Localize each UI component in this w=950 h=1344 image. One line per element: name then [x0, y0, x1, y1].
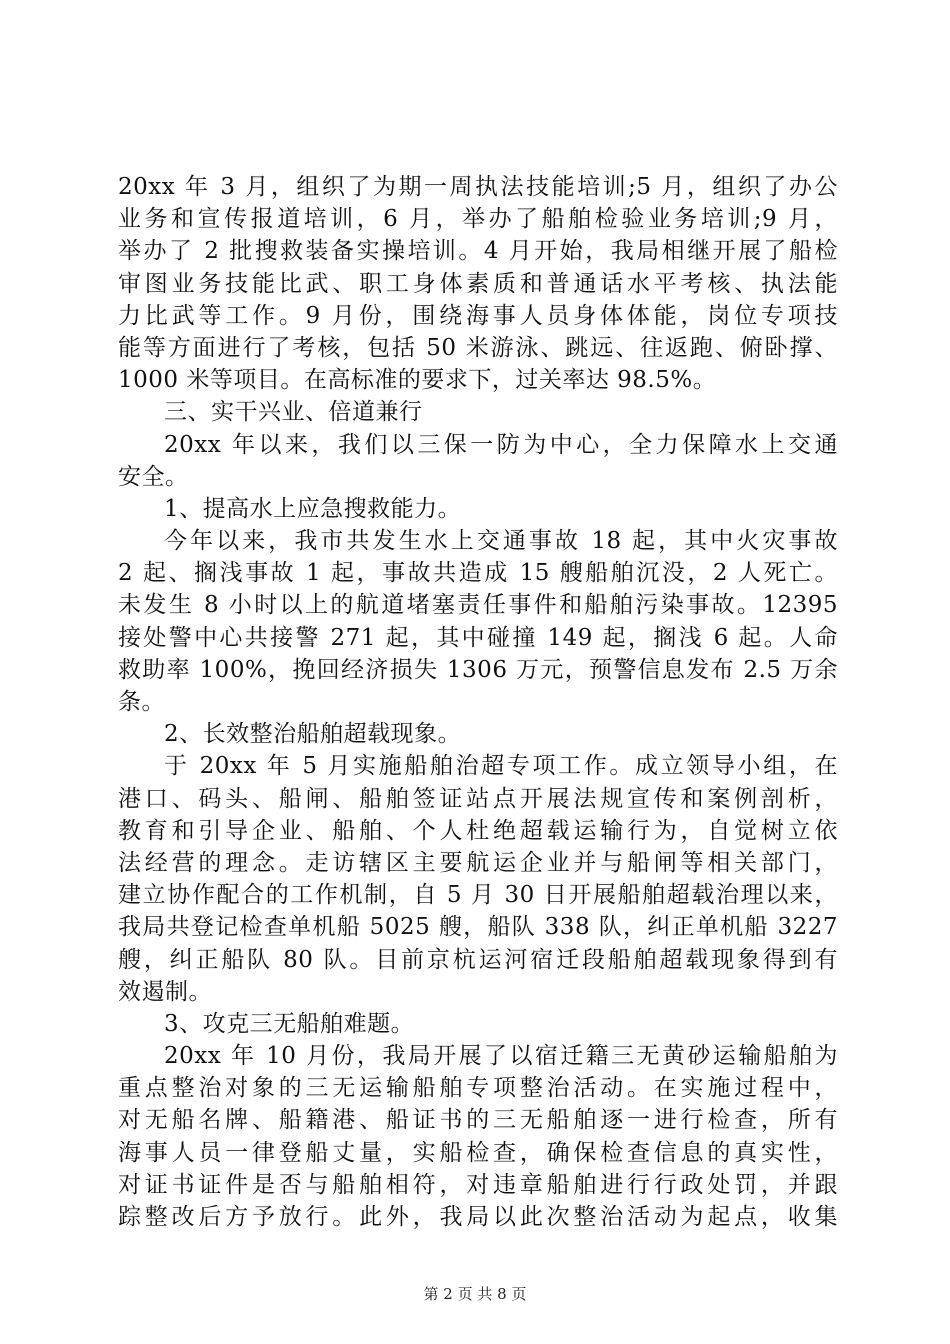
text-line: 海事人员一律登船丈量，实船检查，确保检查信息的真实性，: [118, 1139, 838, 1166]
text-line: 艘，纠正船队 80 队。目前京杭运河宿迁段船舶超载现象得到有: [118, 946, 838, 973]
text-line: 2 起、搁浅事故 1 起，事故共造成 15 艘船舶沉没，2 人死亡。: [118, 560, 838, 587]
text-line: 对证书证件是否与船舶相符，对违章船舶进行行政处罚，并跟: [118, 1171, 838, 1198]
text-line: 港口、码头、船闸、船舶签证站点开展法规宣传和案例剖析，: [118, 785, 838, 812]
page-footer: [0, 1284, 950, 1304]
text-line: 对无船名牌、船籍港、船证书的三无船舶逐一进行检查，所有: [118, 1107, 838, 1134]
text-line: 3、攻克三无船舶难题。: [164, 1010, 415, 1037]
text-line: 未发生 8 小时以上的航道堵塞责任事件和船舶污染事故。12395: [118, 592, 838, 619]
text-line: 安全。: [118, 463, 189, 490]
text-line: 20xx 年 10 月份，我局开展了以宿迁籍三无黄砂运输船舶为: [164, 1043, 838, 1070]
text-line: 业务和宣传报道培训，6 月，举办了船舶检验业务培训;9 月，: [118, 206, 838, 233]
text-line: 接处警中心共接警 271 起，其中碰撞 149 起，搁浅 6 起。人命: [118, 624, 838, 651]
text-line: 20xx 年 3 月，组织了为期一周执法技能培训;5 月，组织了办公: [118, 174, 838, 200]
document-body: [118, 171, 838, 1233]
text-line: 效遏制。: [118, 978, 212, 1005]
text-line: 法经营的理念。走访辖区主要航运企业并与船闸等相关部门，: [118, 849, 838, 876]
text-line: 我局共登记检查单机船 5025 艘，船队 338 队，纠正单机船 3227: [118, 914, 838, 941]
text-line: 1、提高水上应急搜救能力。: [164, 495, 462, 522]
text-line: 今年以来，我市共发生水上交通事故 18 起，其中火灾事故: [164, 528, 838, 555]
text-line: 1000 米等项目。在高标准的要求下，过关率达 98.5%。: [118, 367, 717, 394]
text-line: 能等方面进行了考核，包括 50 米游泳、跳远、往返跑、俯卧撑、: [118, 334, 838, 361]
text-line: 20xx 年以来，我们以三保一防为中心，全力保障水上交通: [164, 431, 838, 458]
text-line: 于 20xx 年 5 月实施船舶治超专项工作。成立领导小组，在: [164, 753, 838, 780]
text-line: 举办了 2 批搜救装备实操培训。4 月开始，我局相继开展了船检: [118, 238, 838, 265]
text-line: 救助率 100%，挽回经济损失 1306 万元，预警信息发布 2.5 万余: [118, 656, 838, 683]
text-line: 力比武等工作。9 月份，围绕海事人员身体体能，岗位专项技: [118, 302, 838, 329]
text-line: 建立协作配合的工作机制，自 5 月 30 日开展船舶超载治理以来，: [118, 882, 838, 909]
page-number-label: 第 2 页 共 8 页: [423, 1285, 527, 1303]
text-line: 条。: [118, 689, 165, 715]
text-line: 2、长效整治船舶超载现象。: [164, 721, 462, 748]
text-line: 审图业务技能比武、职工身体素质和普通话水平考核、执法能: [118, 270, 838, 297]
text-line: 重点整治对象的三无运输船舶专项整治活动。在实施过程中，: [118, 1075, 838, 1102]
text-line: 教育和引导企业、船舶、个人杜绝超载运输行为，自觉树立依: [118, 817, 838, 844]
text-line: 三、实干兴业、倍道兼行: [164, 399, 423, 426]
text-line: 踪整改后方予放行。此外，我局以此次整治活动为起点，收集: [118, 1204, 838, 1230]
